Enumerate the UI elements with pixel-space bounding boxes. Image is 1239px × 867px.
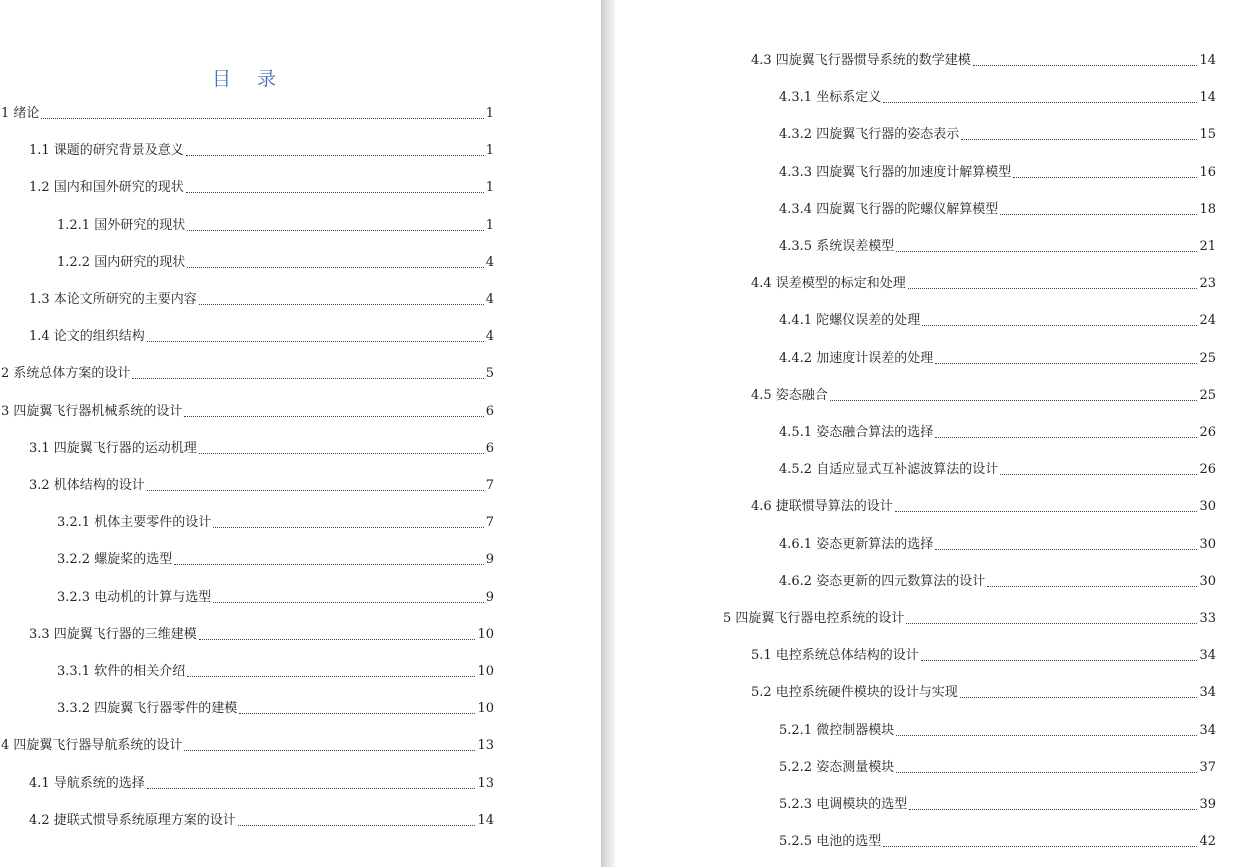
dot-leader <box>895 511 1198 512</box>
toc-entry[interactable] <box>57 218 494 234</box>
dot-leader <box>199 453 484 454</box>
toc-entry-title: 5.1 电控系统总体结构的设计 <box>751 648 919 664</box>
dot-leader <box>935 437 1197 438</box>
toc-entry[interactable] <box>29 180 494 196</box>
toc-entry[interactable] <box>779 760 1216 776</box>
toc-entry[interactable] <box>29 627 494 643</box>
toc-page-right <box>615 0 1239 867</box>
dot-leader <box>896 251 1197 252</box>
toc-entry-title: 3 四旋翼飞行器机械系统的设计 <box>1 403 183 419</box>
toc-entry-page-number: 1 <box>485 143 494 159</box>
toc-entry[interactable] <box>779 537 1216 553</box>
toc-entry-title: 4.6.1 姿态更新算法的选择 <box>779 536 934 552</box>
toc-entry-title: 5.2 电控系统硬件模块的设计与实现 <box>751 685 958 701</box>
toc-entry[interactable] <box>29 292 494 308</box>
dot-leader <box>187 267 484 268</box>
toc-entry[interactable] <box>751 648 1216 664</box>
dot-leader <box>147 341 484 342</box>
toc-entry[interactable] <box>779 239 1216 255</box>
toc-entry[interactable] <box>779 165 1216 181</box>
toc-entry-title: 4.6 捷联惯导算法的设计 <box>751 499 893 515</box>
toc-entry-page-number: 37 <box>1199 759 1216 775</box>
toc-entry[interactable] <box>751 388 1216 404</box>
toc-entry-page-number: 14 <box>477 812 494 828</box>
toc-entry-title: 1.2.2 国内研究的现状 <box>57 254 186 270</box>
toc-entry-title: 2 系统总体方案的设计 <box>1 366 131 382</box>
toc-entry[interactable] <box>723 611 1216 627</box>
toc-entry-title: 4.4.1 陀螺仪误差的处理 <box>779 313 921 329</box>
toc-entry[interactable] <box>751 276 1216 292</box>
dot-leader <box>883 102 1197 103</box>
toc-entry-title: 4.5 姿态融合 <box>751 387 828 403</box>
dot-leader <box>213 602 484 603</box>
toc-entry-title: 4.2 捷联式惯导系统原理方案的设计 <box>29 812 236 828</box>
toc-entry-page-number: 14 <box>1199 90 1216 106</box>
dot-leader <box>896 772 1197 773</box>
dot-leader <box>1000 474 1197 475</box>
dot-leader <box>147 490 484 491</box>
toc-entry-title: 4.5.1 姿态融合算法的选择 <box>779 425 934 440</box>
dot-leader <box>935 549 1197 550</box>
toc-entry[interactable] <box>779 425 1216 441</box>
toc-entry-page-number: 39 <box>1199 797 1216 812</box>
dot-leader <box>41 118 483 119</box>
dot-leader <box>973 65 1198 66</box>
dot-leader <box>186 155 484 156</box>
toc-entry-page-number: 15 <box>1199 127 1216 143</box>
toc-entry[interactable] <box>779 202 1216 218</box>
toc-entry-title: 4.4.2 加速度计误差的处理 <box>779 350 934 366</box>
toc-entry-page-number: 6 <box>485 403 494 419</box>
toc-entry-page-number: 26 <box>1199 425 1216 440</box>
toc-entry-title: 1.2.1 国外研究的现状 <box>57 217 186 233</box>
toc-entry-title: 4.3.2 四旋翼飞行器的姿态表示 <box>779 127 960 143</box>
toc-entry-page-number: 4 <box>485 329 494 345</box>
toc-entry[interactable] <box>29 441 494 457</box>
toc-entry-title: 4.3.1 坐标系定义 <box>779 90 882 106</box>
toc-entry[interactable] <box>57 664 494 680</box>
toc-entry-title: 4.4 误差模型的标定和处理 <box>751 276 906 292</box>
dot-leader <box>883 846 1197 847</box>
toc-entry-page-number: 34 <box>1199 722 1216 738</box>
dot-leader <box>908 288 1198 289</box>
toc-entry-page-number: 30 <box>1199 536 1216 552</box>
dot-leader <box>239 713 475 714</box>
toc-entry-title: 3.1 四旋翼飞行器的运动机理 <box>29 440 197 456</box>
toc-entry[interactable] <box>779 834 1216 850</box>
toc-entry-page-number: 21 <box>1199 239 1216 254</box>
toc-entry-title: 5 四旋翼飞行器电控系统的设计 <box>723 611 905 626</box>
toc-entry-title: 3.2.2 螺旋桨的选型 <box>57 552 173 568</box>
toc-entry[interactable] <box>57 590 494 606</box>
toc-entry[interactable] <box>1 738 494 754</box>
toc-entry[interactable] <box>57 515 494 531</box>
toc-entry[interactable] <box>751 499 1216 515</box>
toc-entry-page-number: 34 <box>1199 685 1216 701</box>
toc-entry-title: 3.2 机体结构的设计 <box>29 478 145 493</box>
toc-entry[interactable] <box>29 478 494 494</box>
dot-leader <box>922 325 1197 326</box>
toc-entry-page-number: 1 <box>485 106 494 121</box>
toc-entry-page-number: 9 <box>485 552 494 568</box>
dot-leader <box>238 825 476 826</box>
toc-entry-page-number: 7 <box>485 515 494 531</box>
page-gutter <box>601 0 615 867</box>
toc-entry-page-number: 23 <box>1199 276 1216 292</box>
toc-entry-title: 4.5.2 自适应显式互补滤波算法的设计 <box>779 462 999 478</box>
dot-leader <box>184 750 475 751</box>
toc-entry-page-number: 4 <box>485 292 494 307</box>
toc-entry-page-number: 34 <box>1199 648 1216 664</box>
toc-entry-page-number: 5 <box>485 366 494 382</box>
dot-leader <box>147 788 476 789</box>
toc-entry-title: 5.2.1 微控制器模块 <box>779 722 895 738</box>
dot-leader <box>174 564 484 565</box>
dot-leader <box>921 660 1198 661</box>
toc-entry-page-number: 10 <box>477 664 494 679</box>
toc-entry-title: 4 四旋翼飞行器导航系统的设计 <box>1 738 183 754</box>
toc-entry-page-number: 26 <box>1199 462 1216 478</box>
dot-leader <box>187 676 475 677</box>
toc-entry[interactable] <box>29 143 494 159</box>
toc-entry-page-number: 14 <box>1199 53 1216 68</box>
toc-entry[interactable] <box>751 53 1216 69</box>
toc-entry[interactable] <box>779 90 1216 106</box>
toc-entry-title: 3.3 四旋翼飞行器的三维建模 <box>29 626 197 642</box>
toc-list-left <box>0 0 601 867</box>
dot-leader <box>1013 177 1197 178</box>
toc-entry-title: 4.3 四旋翼飞行器惯导系统的数学建模 <box>751 53 971 68</box>
dot-leader <box>961 139 1197 140</box>
dot-leader <box>213 527 484 528</box>
toc-entry-title: 4.1 导航系统的选择 <box>29 775 145 791</box>
toc-entry-title: 5.2.2 姿态测量模块 <box>779 759 895 775</box>
dot-leader <box>960 697 1198 698</box>
toc-entry[interactable] <box>779 313 1216 329</box>
toc-entry[interactable] <box>57 255 494 271</box>
toc-entry-title: 3.2.3 电动机的计算与选型 <box>57 589 212 605</box>
toc-entry-title: 3.2.1 机体主要零件的设计 <box>57 515 212 531</box>
toc-entry-page-number: 24 <box>1199 313 1216 329</box>
dot-leader <box>830 400 1198 401</box>
toc-entry-page-number: 42 <box>1199 834 1216 850</box>
dot-leader <box>184 416 483 417</box>
dot-leader <box>1000 214 1197 215</box>
toc-entry[interactable] <box>29 813 494 829</box>
toc-entry[interactable] <box>57 552 494 568</box>
toc-list-right <box>615 0 1239 867</box>
toc-entry-page-number: 10 <box>477 626 494 642</box>
dot-leader <box>909 809 1197 810</box>
toc-entry-page-number: 25 <box>1199 387 1216 403</box>
dot-leader <box>186 192 484 193</box>
dot-leader <box>199 304 484 305</box>
toc-page-left <box>0 0 601 867</box>
toc-entry-page-number: 7 <box>485 478 494 493</box>
toc-entry[interactable] <box>779 462 1216 478</box>
toc-entry-title: 1.3 本论文所研究的主要内容 <box>29 292 197 307</box>
dot-leader <box>199 639 476 640</box>
toc-entry-title: 5.2.5 电池的选型 <box>779 834 882 850</box>
toc-entry-title: 3.3.1 软件的相关介绍 <box>57 664 186 679</box>
dot-leader <box>132 378 483 379</box>
toc-entry[interactable] <box>1 366 494 382</box>
dot-leader <box>187 230 484 231</box>
toc-entry[interactable] <box>779 797 1216 813</box>
toc-entry-title: 1.1 课题的研究背景及意义 <box>29 143 184 159</box>
toc-entry-page-number: 6 <box>485 440 494 456</box>
toc-entry-page-number: 13 <box>477 775 494 791</box>
toc-entry[interactable] <box>779 351 1216 367</box>
toc-entry-title: 1.2 国内和国外研究的现状 <box>29 180 184 196</box>
toc-entry-title: 1.4 论文的组织结构 <box>29 329 145 345</box>
toc-entry-page-number: 9 <box>485 589 494 605</box>
toc-entry[interactable] <box>779 574 1216 590</box>
toc-entry[interactable] <box>57 701 494 717</box>
toc-entry[interactable] <box>1 106 494 122</box>
dot-leader <box>906 623 1197 624</box>
toc-heading: 目 录 <box>211 68 287 90</box>
toc-entry-page-number: 33 <box>1199 611 1216 626</box>
toc-entry[interactable] <box>29 329 494 345</box>
toc-entry[interactable] <box>779 723 1216 739</box>
toc-entry[interactable] <box>779 127 1216 143</box>
toc-entry[interactable] <box>29 776 494 792</box>
toc-entry-title: 3.3.2 四旋翼飞行器零件的建模 <box>57 701 238 717</box>
toc-entry-page-number: 4 <box>485 254 494 270</box>
toc-entry-page-number: 18 <box>1199 201 1216 217</box>
toc-entry-title: 5.2.3 电调模块的选型 <box>779 797 908 812</box>
toc-entry-page-number: 1 <box>485 217 494 233</box>
toc-entry-title: 4.3.4 四旋翼飞行器的陀螺仪解算模型 <box>779 201 999 217</box>
toc-entry-page-number: 16 <box>1199 164 1216 180</box>
toc-entry-title: 4.3.3 四旋翼飞行器的加速度计解算模型 <box>779 164 1012 180</box>
dot-leader <box>935 363 1197 364</box>
dot-leader <box>987 586 1197 587</box>
dot-leader <box>896 735 1197 736</box>
toc-entry[interactable] <box>751 685 1216 701</box>
toc-entry-page-number: 13 <box>477 738 494 754</box>
toc-entry-title: 4.3.5 系统误差模型 <box>779 239 895 254</box>
toc-entry-page-number: 25 <box>1199 350 1216 366</box>
toc-entry-page-number: 10 <box>477 701 494 717</box>
toc-entry-page-number: 30 <box>1199 573 1216 589</box>
toc-entry-title: 1 绪论 <box>1 106 40 121</box>
toc-entry[interactable] <box>1 404 494 420</box>
toc-entry-page-number: 30 <box>1199 499 1216 515</box>
toc-entry-title: 4.6.2 姿态更新的四元数算法的设计 <box>779 573 986 589</box>
toc-entry-page-number: 1 <box>485 180 494 196</box>
